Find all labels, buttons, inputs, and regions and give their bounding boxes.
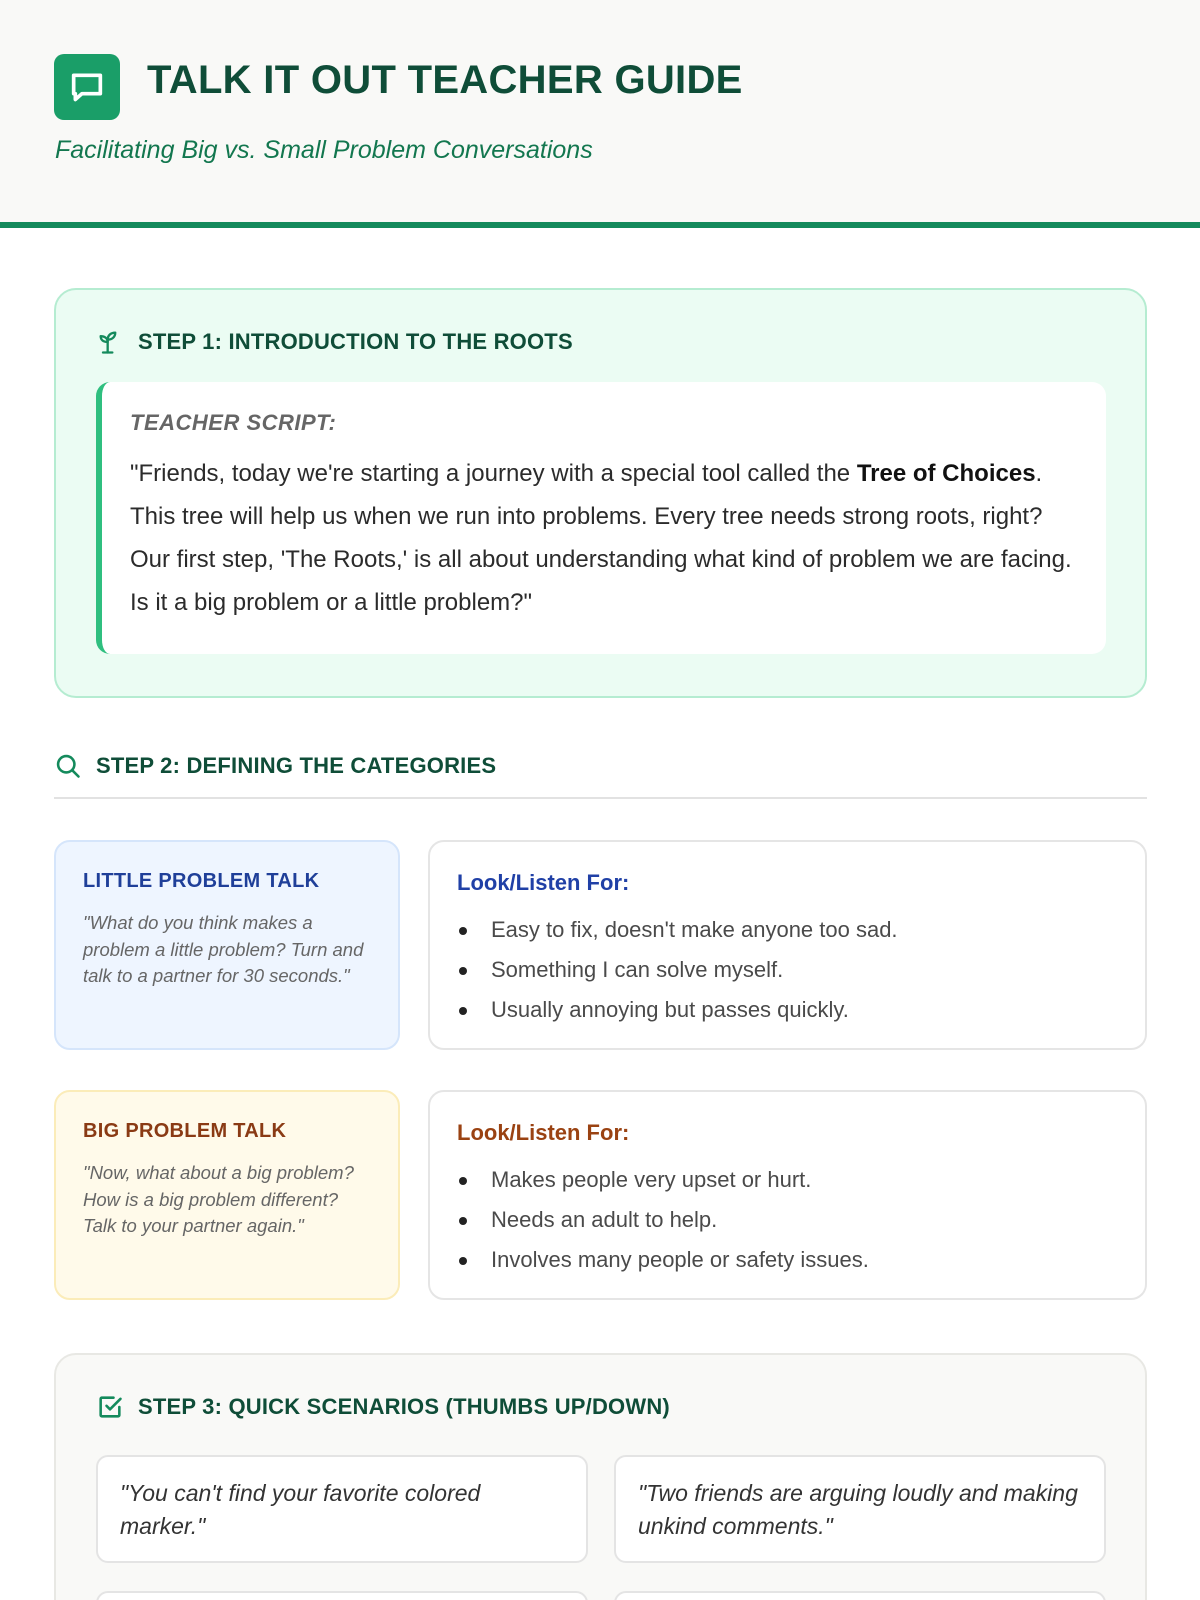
little-look-listen-title: Look/Listen For: (457, 870, 630, 895)
script-label: TEACHER SCRIPT: (130, 410, 337, 435)
page-header (0, 0, 1200, 228)
little-look-listen-list (457, 910, 898, 1030)
step3-heading (96, 1393, 670, 1421)
big-problem-prompt: "Now, what about a big problem? How is a big problem different? Talk to your partner again." (83, 1162, 354, 1236)
chat-bubble-icon (54, 54, 120, 120)
sprout-icon (96, 328, 124, 356)
little-problem-prompt: "What do you think makes a problem a little problem? Turn and talk to a partner for 30 seconds." (83, 912, 364, 986)
list-item: Makes people very upset or hurt. (457, 1160, 869, 1200)
page-title: TALK IT OUT TEACHER GUIDE (147, 58, 743, 102)
list-item: Needs an adult to help. (457, 1200, 869, 1240)
step1-heading-text: STEP 1: INTRODUCTION TO THE ROOTS (138, 329, 573, 354)
scenario-text: "Two friends are arguing loudly and making unkind comments." (638, 1480, 1078, 1539)
teacher-script-box (96, 382, 1106, 654)
step2-heading-text: STEP 2: DEFINING THE CATEGORIES (96, 753, 497, 778)
scenario-card (614, 1591, 1106, 1600)
section-divider (54, 797, 1147, 799)
list-item: Something I can solve myself. (457, 950, 898, 990)
big-look-listen-title: Look/Listen For: (457, 1120, 630, 1145)
step2-heading (54, 752, 496, 780)
page-subtitle: Facilitating Big vs. Small Problem Conversations (55, 136, 593, 164)
little-look-listen-card (428, 840, 1147, 1050)
big-look-listen-card (428, 1090, 1147, 1300)
list-item: Usually annoying but passes quickly. (457, 990, 898, 1030)
little-problem-title: LITTLE PROBLEM TALK (83, 870, 320, 892)
scenario-card (614, 1455, 1106, 1563)
list-item: Involves many people or safety issues. (457, 1240, 869, 1280)
step3-section (54, 1353, 1147, 1600)
script-text (130, 452, 1075, 624)
little-problem-card (54, 840, 400, 1050)
script-text-bold: Tree of Choices (856, 460, 1036, 487)
scenario-card (96, 1591, 588, 1600)
checkbox-icon (96, 1393, 124, 1421)
big-problem-card (54, 1090, 400, 1300)
step3-heading-text: STEP 3: QUICK SCENARIOS (THUMBS UP/DOWN) (138, 1394, 670, 1419)
list-item: Easy to fix, doesn't make anyone too sad. (457, 910, 898, 950)
scenario-card (96, 1455, 588, 1563)
search-icon (54, 752, 82, 780)
scenario-text: "You can't find your favorite colored marker." (120, 1480, 481, 1539)
big-look-listen-list (457, 1160, 869, 1280)
step1-section (54, 288, 1147, 698)
script-text-start: "Friends, today we're starting a journey with a special tool called the (130, 460, 857, 487)
step1-heading (96, 328, 573, 356)
script-text-end: . This tree will help us when we run into problems. Every tree needs strong roots, right? Our first step, 'The Roots,' is all about understanding what kind of problem we are facing. Is it a big problem or a little problem?" (130, 460, 1072, 616)
big-problem-title: BIG PROBLEM TALK (83, 1120, 287, 1142)
